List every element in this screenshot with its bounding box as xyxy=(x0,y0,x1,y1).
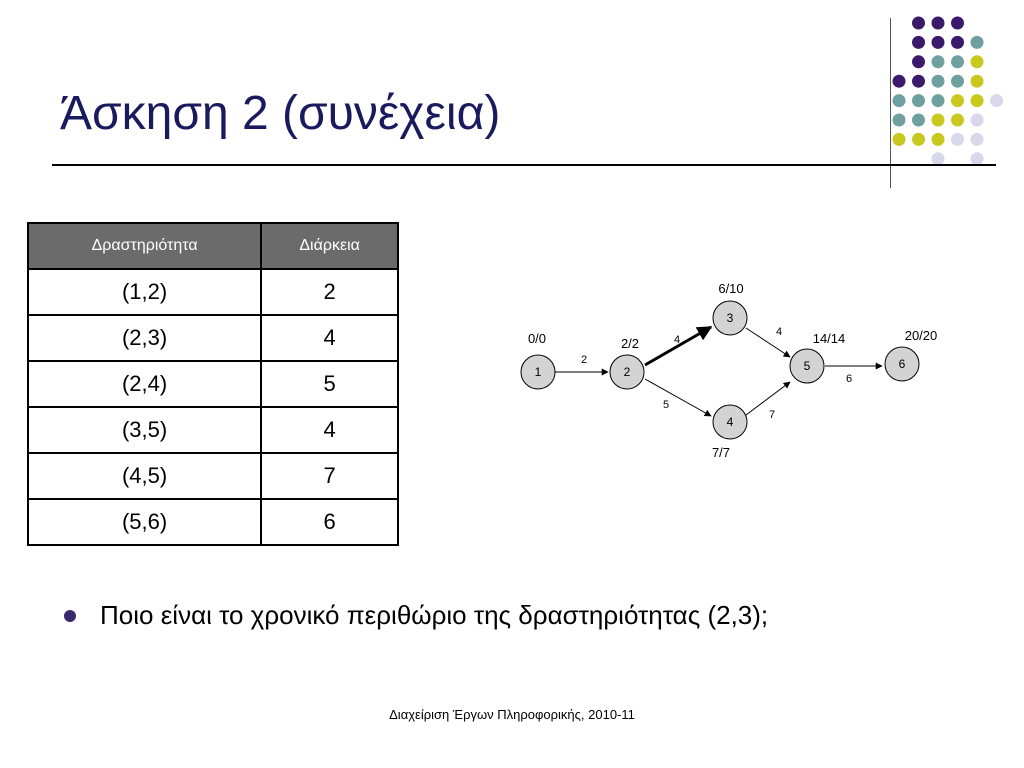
edge-3-5 xyxy=(746,328,790,357)
decorative-dot xyxy=(932,75,945,88)
bullet-icon xyxy=(64,610,76,622)
title-divider xyxy=(52,164,996,166)
vertical-divider xyxy=(890,18,891,188)
edge-label-5-6: 6 xyxy=(845,373,853,385)
header-activity: Δραστηριότητα xyxy=(28,223,261,269)
decorative-dot xyxy=(990,94,1003,107)
node-6-times: 20/20 xyxy=(904,328,938,343)
cell-duration: 5 xyxy=(261,361,398,407)
decorative-dot xyxy=(912,17,925,30)
table-row xyxy=(28,453,398,499)
node-4 xyxy=(713,405,747,439)
activity-network-diagram xyxy=(500,270,960,470)
question-text: Ποιο είναι το χρονικό περιθώριο της δραστηριότητας (2,3); xyxy=(100,600,769,630)
node-6 xyxy=(885,347,919,381)
table-row xyxy=(28,361,398,407)
node-1 xyxy=(521,355,555,389)
table-row xyxy=(28,269,398,315)
node-1-id: 1 xyxy=(534,365,542,379)
node-1-times: 0/0 xyxy=(527,331,547,346)
edge-2-3 xyxy=(645,327,711,365)
decorative-dot xyxy=(893,133,906,146)
edge-label-1-2: 2 xyxy=(580,354,588,366)
node-3-times: 6/10 xyxy=(718,281,744,296)
decorative-dot xyxy=(912,133,925,146)
activity-table xyxy=(27,222,399,546)
edge-label-2-3: 4 xyxy=(673,334,681,346)
cell-activity: (2,4) xyxy=(28,361,261,407)
decorative-dot xyxy=(932,94,945,107)
edge-2-4 xyxy=(645,379,711,416)
cell-activity: (1,2) xyxy=(28,269,261,315)
decorative-dot xyxy=(912,94,925,107)
node-6-id: 6 xyxy=(898,357,906,371)
decorative-dot xyxy=(932,114,945,127)
table-row xyxy=(28,499,398,545)
edge-label-3-5: 4 xyxy=(775,326,783,338)
node-5-id: 5 xyxy=(803,359,811,373)
decorative-dot xyxy=(951,36,964,49)
decorative-dot xyxy=(971,94,984,107)
question-bullet xyxy=(64,600,768,631)
cell-activity: (3,5) xyxy=(28,407,261,453)
table-row xyxy=(28,315,398,361)
header-duration: Διάρκεια xyxy=(261,223,398,269)
slide-footer: Διαχείριση Έργων Πληροφορικής, 2010-11 xyxy=(389,707,635,722)
decorative-dot xyxy=(893,94,906,107)
cell-activity: (5,6) xyxy=(28,499,261,545)
decorative-dot xyxy=(951,94,964,107)
table-row xyxy=(28,407,398,453)
decorative-dot xyxy=(893,75,906,88)
decorative-dot xyxy=(932,133,945,146)
slide-title: Άσκηση 2 (συνέχεια) xyxy=(60,87,501,140)
table-header-row xyxy=(28,223,398,269)
decorative-dot xyxy=(971,75,984,88)
decorative-dot xyxy=(932,55,945,68)
node-2 xyxy=(610,355,644,389)
cell-activity: (4,5) xyxy=(28,453,261,499)
cell-duration: 7 xyxy=(261,453,398,499)
node-3 xyxy=(713,301,747,335)
decorative-dot xyxy=(951,114,964,127)
decorative-dot xyxy=(893,114,906,127)
cell-duration: 4 xyxy=(261,407,398,453)
cell-activity: (2,3) xyxy=(28,315,261,361)
decorative-dot xyxy=(912,75,925,88)
decorative-dot xyxy=(951,17,964,30)
cell-duration: 2 xyxy=(261,269,398,315)
edge-label-4-5: 7 xyxy=(768,409,776,421)
cell-duration: 6 xyxy=(261,499,398,545)
node-2-id: 2 xyxy=(623,365,631,379)
decorative-dot xyxy=(971,36,984,49)
decorative-dot xyxy=(951,55,964,68)
edge-label-2-4: 5 xyxy=(662,399,670,411)
node-3-id: 3 xyxy=(726,311,734,325)
node-5-times: 14/14 xyxy=(812,331,846,346)
decorative-dot xyxy=(932,17,945,30)
decorative-dot xyxy=(912,36,925,49)
decorative-dot xyxy=(912,55,925,68)
decorative-dot xyxy=(951,75,964,88)
cell-duration: 4 xyxy=(261,315,398,361)
decorative-dot xyxy=(971,55,984,68)
decorative-dot xyxy=(971,133,984,146)
node-4-times: 7/7 xyxy=(711,445,731,460)
decorative-dot xyxy=(971,114,984,127)
node-4-id: 4 xyxy=(726,415,734,429)
node-2-times: 2/2 xyxy=(620,336,640,351)
decorative-dot xyxy=(912,114,925,127)
node-5 xyxy=(790,349,824,383)
decorative-dot xyxy=(932,36,945,49)
decorative-dot xyxy=(951,133,964,146)
